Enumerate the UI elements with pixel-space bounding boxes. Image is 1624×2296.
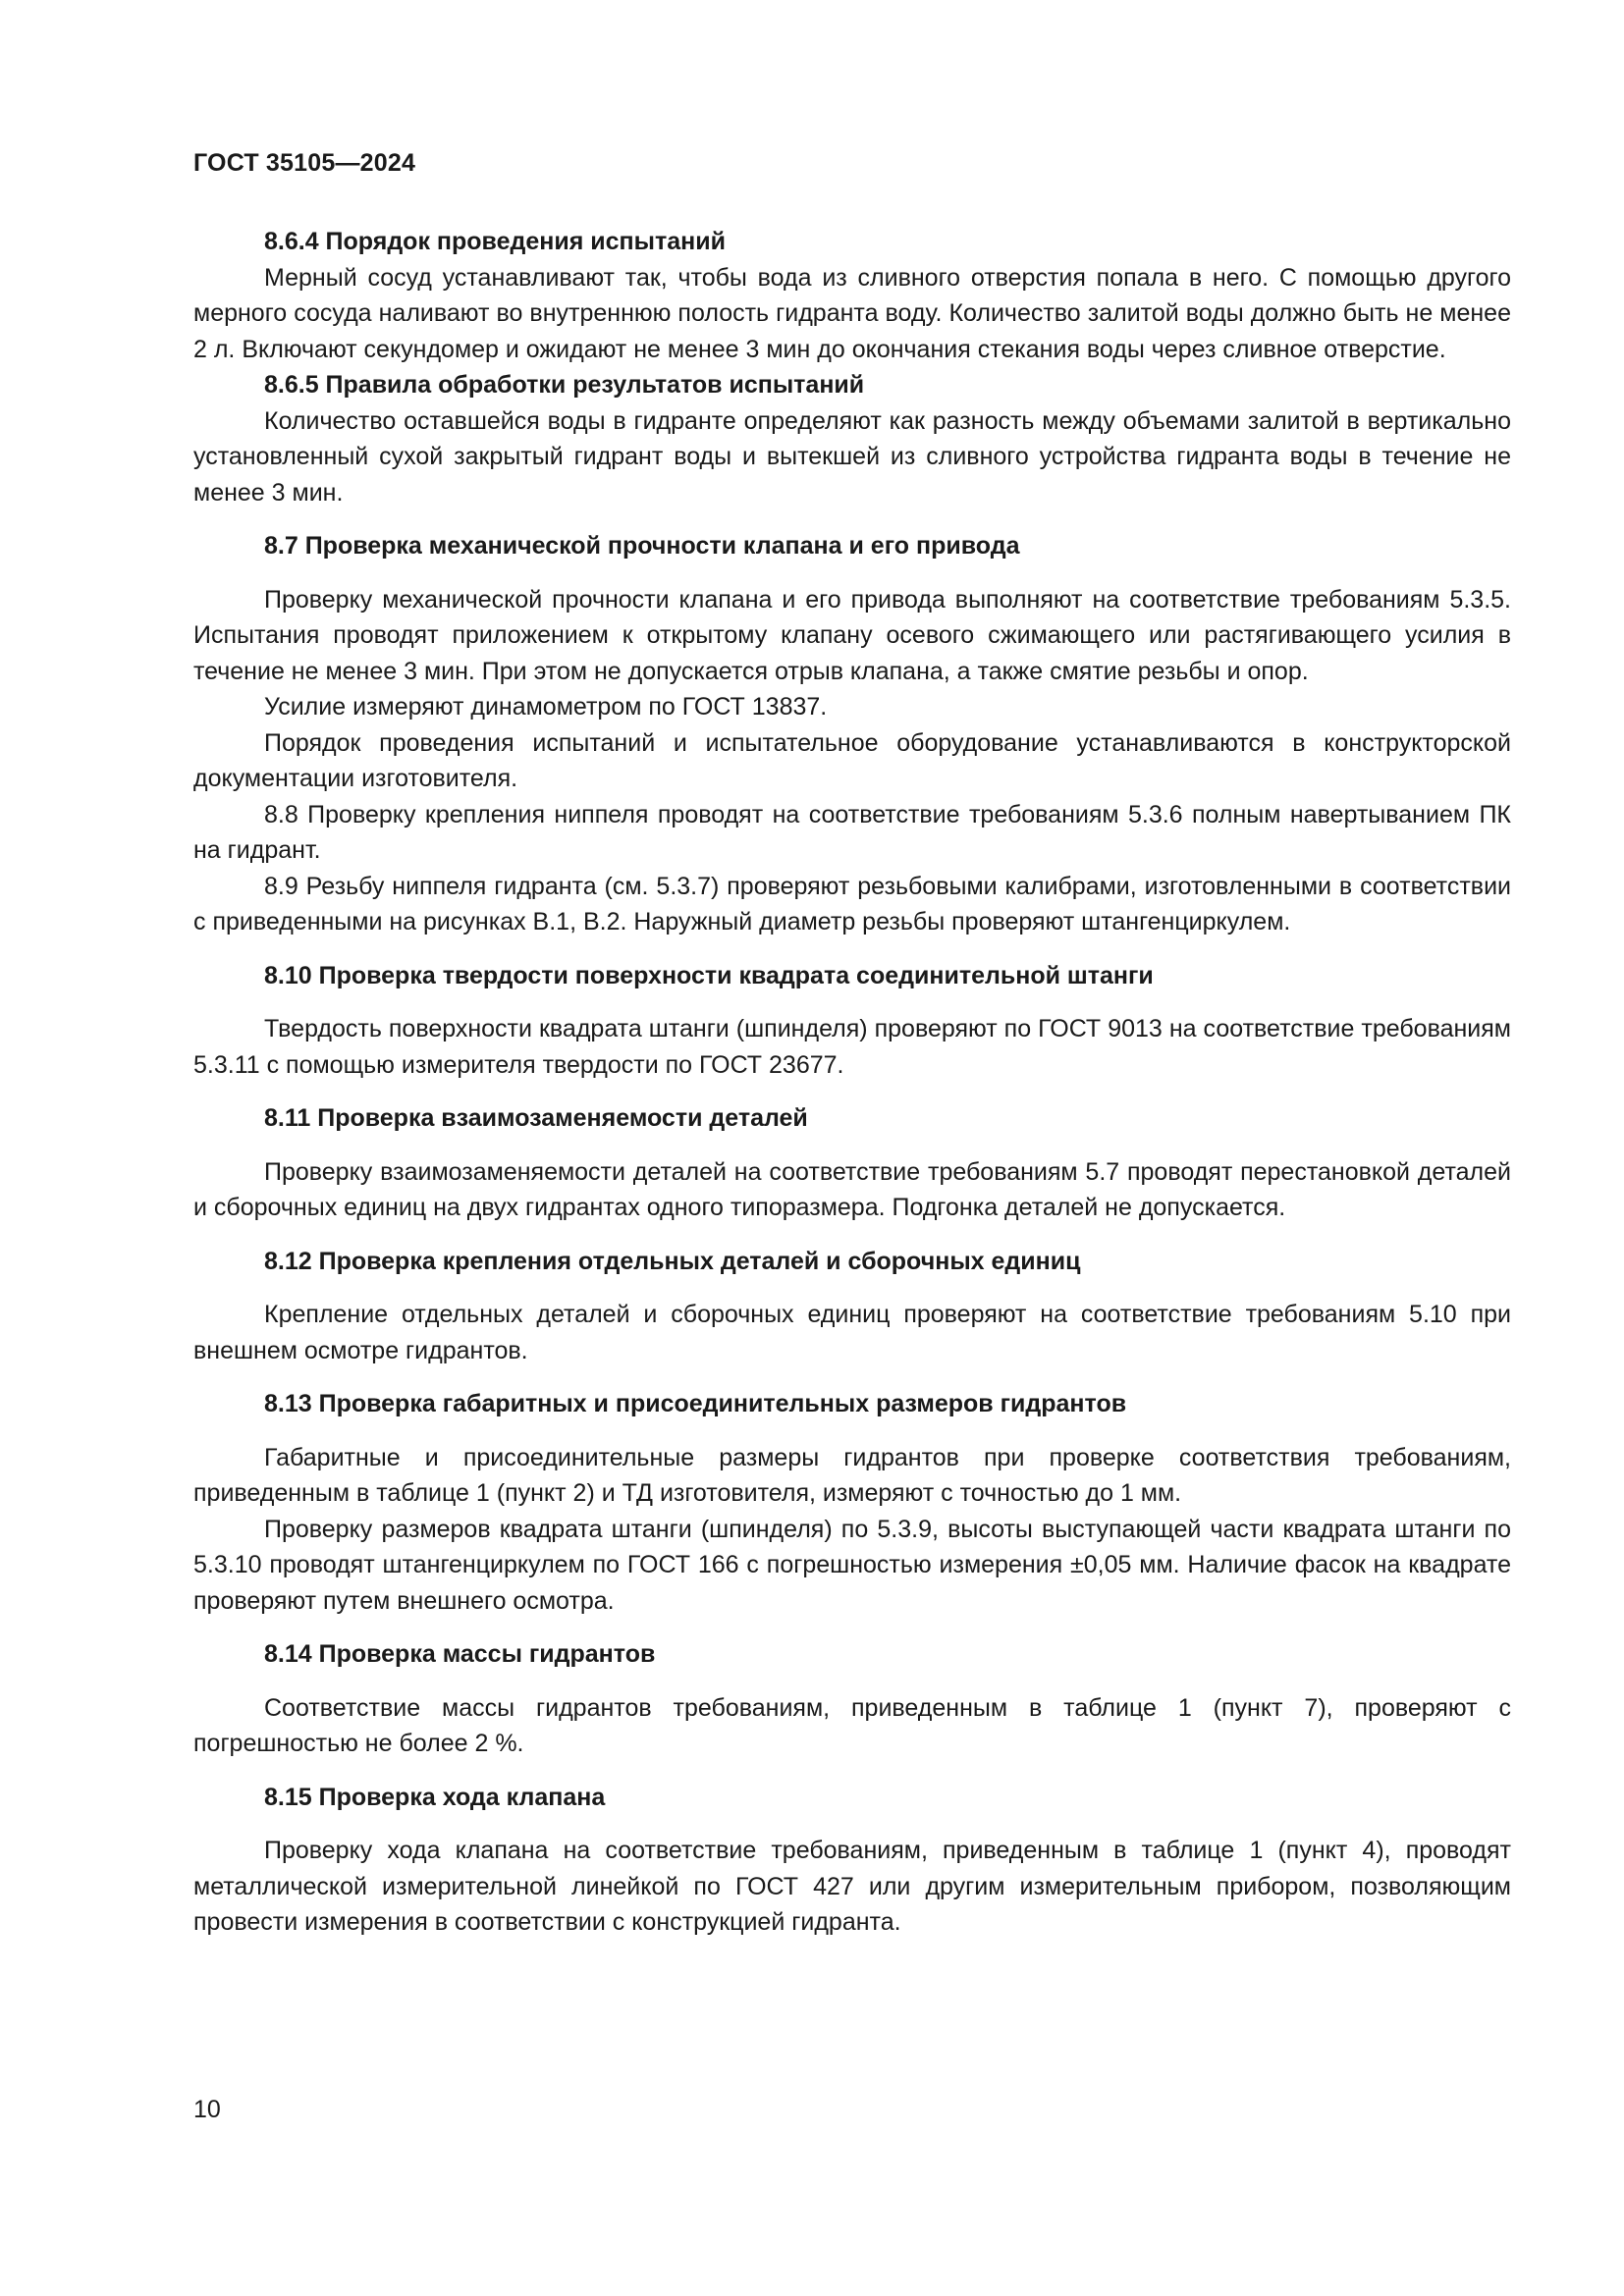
section-8-14-paragraph: Соответствие массы гидрантов требованиям, приведенным в таблице 1 (пункт 7), проверяют с погрешностью не более 2 %.: [193, 1693, 1511, 1757]
section-8-13-heading: 8.13 Проверка габаритных и присоединительных размеров гидрантов: [264, 1390, 1127, 1417]
section-8-15-heading: 8.15 Проверка хода клапана: [264, 1783, 606, 1811]
page-number: 10: [193, 2096, 221, 2123]
section-8-13-paragraph: Габаритные и присоединительные размеры гидрантов при проверке соответствия требованиям, приведенным в таблице 1 (пункт 2) и ТД изготовителя, измеряют с точностью до 1 мм.: [193, 1443, 1511, 1507]
section-8-6-4-heading: 8.6.4 Порядок проведения испытаний: [264, 228, 726, 255]
section-8-6-4-paragraph: Мерный сосуд устанавливают так, чтобы вода из сливного отверстия попала в него. С помощью другого мерного сосуда наливают во внутреннюю полость гидранта воду. Количество залитой воды должно быть не менее 2 л. Включают секундомер и ожидают не менее 3 мин до окончания стекания воды через сливное отверстие.: [193, 263, 1511, 363]
section-8-10-paragraph: Твердость поверхности квадрата штанги (шпинделя) проверяют по ГОСТ 9013 на соответствие требованиям 5.3.11 с помощью измерителя твердости по ГОСТ 23677.: [193, 1015, 1511, 1079]
section-8-7-paragraph: Порядок проведения испытаний и испытательное оборудование устанавливаются в конструкторской документации изготовителя.: [193, 728, 1511, 792]
section-8-13-paragraph: Проверку размеров квадрата штанги (шпинделя) по 5.3.9, высоты выступающей части квадрата штанги по 5.3.10 проводят штангенциркулем по ГОСТ 166 с погрешностью измерения ±0,05 мм. Наличие фасок на квадрате проверяют путем внешнего осмотра.: [193, 1515, 1511, 1615]
section-8-15-paragraph: Проверку хода клапана на соответствие требованиям, приведенным в таблице 1 (пункт 4), проводят металлической измерительной линейкой по ГОСТ 427 или другим измерительным прибором, позволяющим провести измерения в соответствии с конструкцией гидранта.: [193, 1837, 1511, 1936]
section-8-11-heading: 8.11 Проверка взаимозаменяемости деталей: [264, 1104, 808, 1132]
section-8-9-paragraph: 8.9 Резьбу ниппеля гидранта (см. 5.3.7) проверяют резьбовыми калибрами, изготовленными в соответствии с приведенными на рисунках В.1, В.2. Наружный диаметр резьбы проверяют штангенциркулем.: [193, 872, 1511, 935]
document-body: [193, 224, 1511, 1941]
section-8-6-5-paragraph: Количество оставшейся воды в гидранте определяют как разность между объемами залитой в вертикально установленный сухой закрытый гидрант воды и вытекшей из сливного устройства гидранта воды в течение не менее 3 мин.: [193, 406, 1511, 507]
section-8-12-heading: 8.12 Проверка крепления отдельных деталей и сборочных единиц: [264, 1247, 1081, 1275]
section-8-14-heading: 8.14 Проверка массы гидрантов: [264, 1640, 656, 1668]
section-8-7-paragraph: Усилие измеряют динамометром по ГОСТ 13837.: [264, 693, 828, 721]
document-code-header: ГОСТ 35105—2024: [193, 149, 416, 177]
section-8-7-paragraph: Проверку механической прочности клапана и его привода выполняют на соответствие требованиям 5.3.5. Испытания проводят приложением к открытому клапану осевого сжимающего или растягивающего усилия в течение не менее 3 мин. При этом не допускается отрыв клапана, а также смятие резьбы и опор.: [193, 585, 1511, 685]
section-8-11-paragraph: Проверку взаимозаменяемости деталей на соответствие требованиям 5.7 проводят перестановкой деталей и сборочных единиц на двух гидрантах одного типоразмера. Подгонка деталей не допускается.: [193, 1157, 1511, 1221]
section-8-10-heading: 8.10 Проверка твердости поверхности квадрата соединительной штанги: [264, 961, 1154, 989]
section-8-8-paragraph: 8.8 Проверку крепления ниппеля проводят на соответствие требованиям 5.3.6 полным навертыванием ПК на гидрант.: [193, 800, 1511, 864]
section-8-12-paragraph: Крепление отдельных деталей и сборочных единиц проверяют на соответствие требованиям 5.10 при внешнем осмотре гидрантов.: [193, 1301, 1511, 1364]
section-8-6-5-heading: 8.6.5 Правила обработки результатов испытаний: [264, 371, 865, 399]
section-8-7-heading: 8.7 Проверка механической прочности клапана и его привода: [264, 532, 1020, 560]
